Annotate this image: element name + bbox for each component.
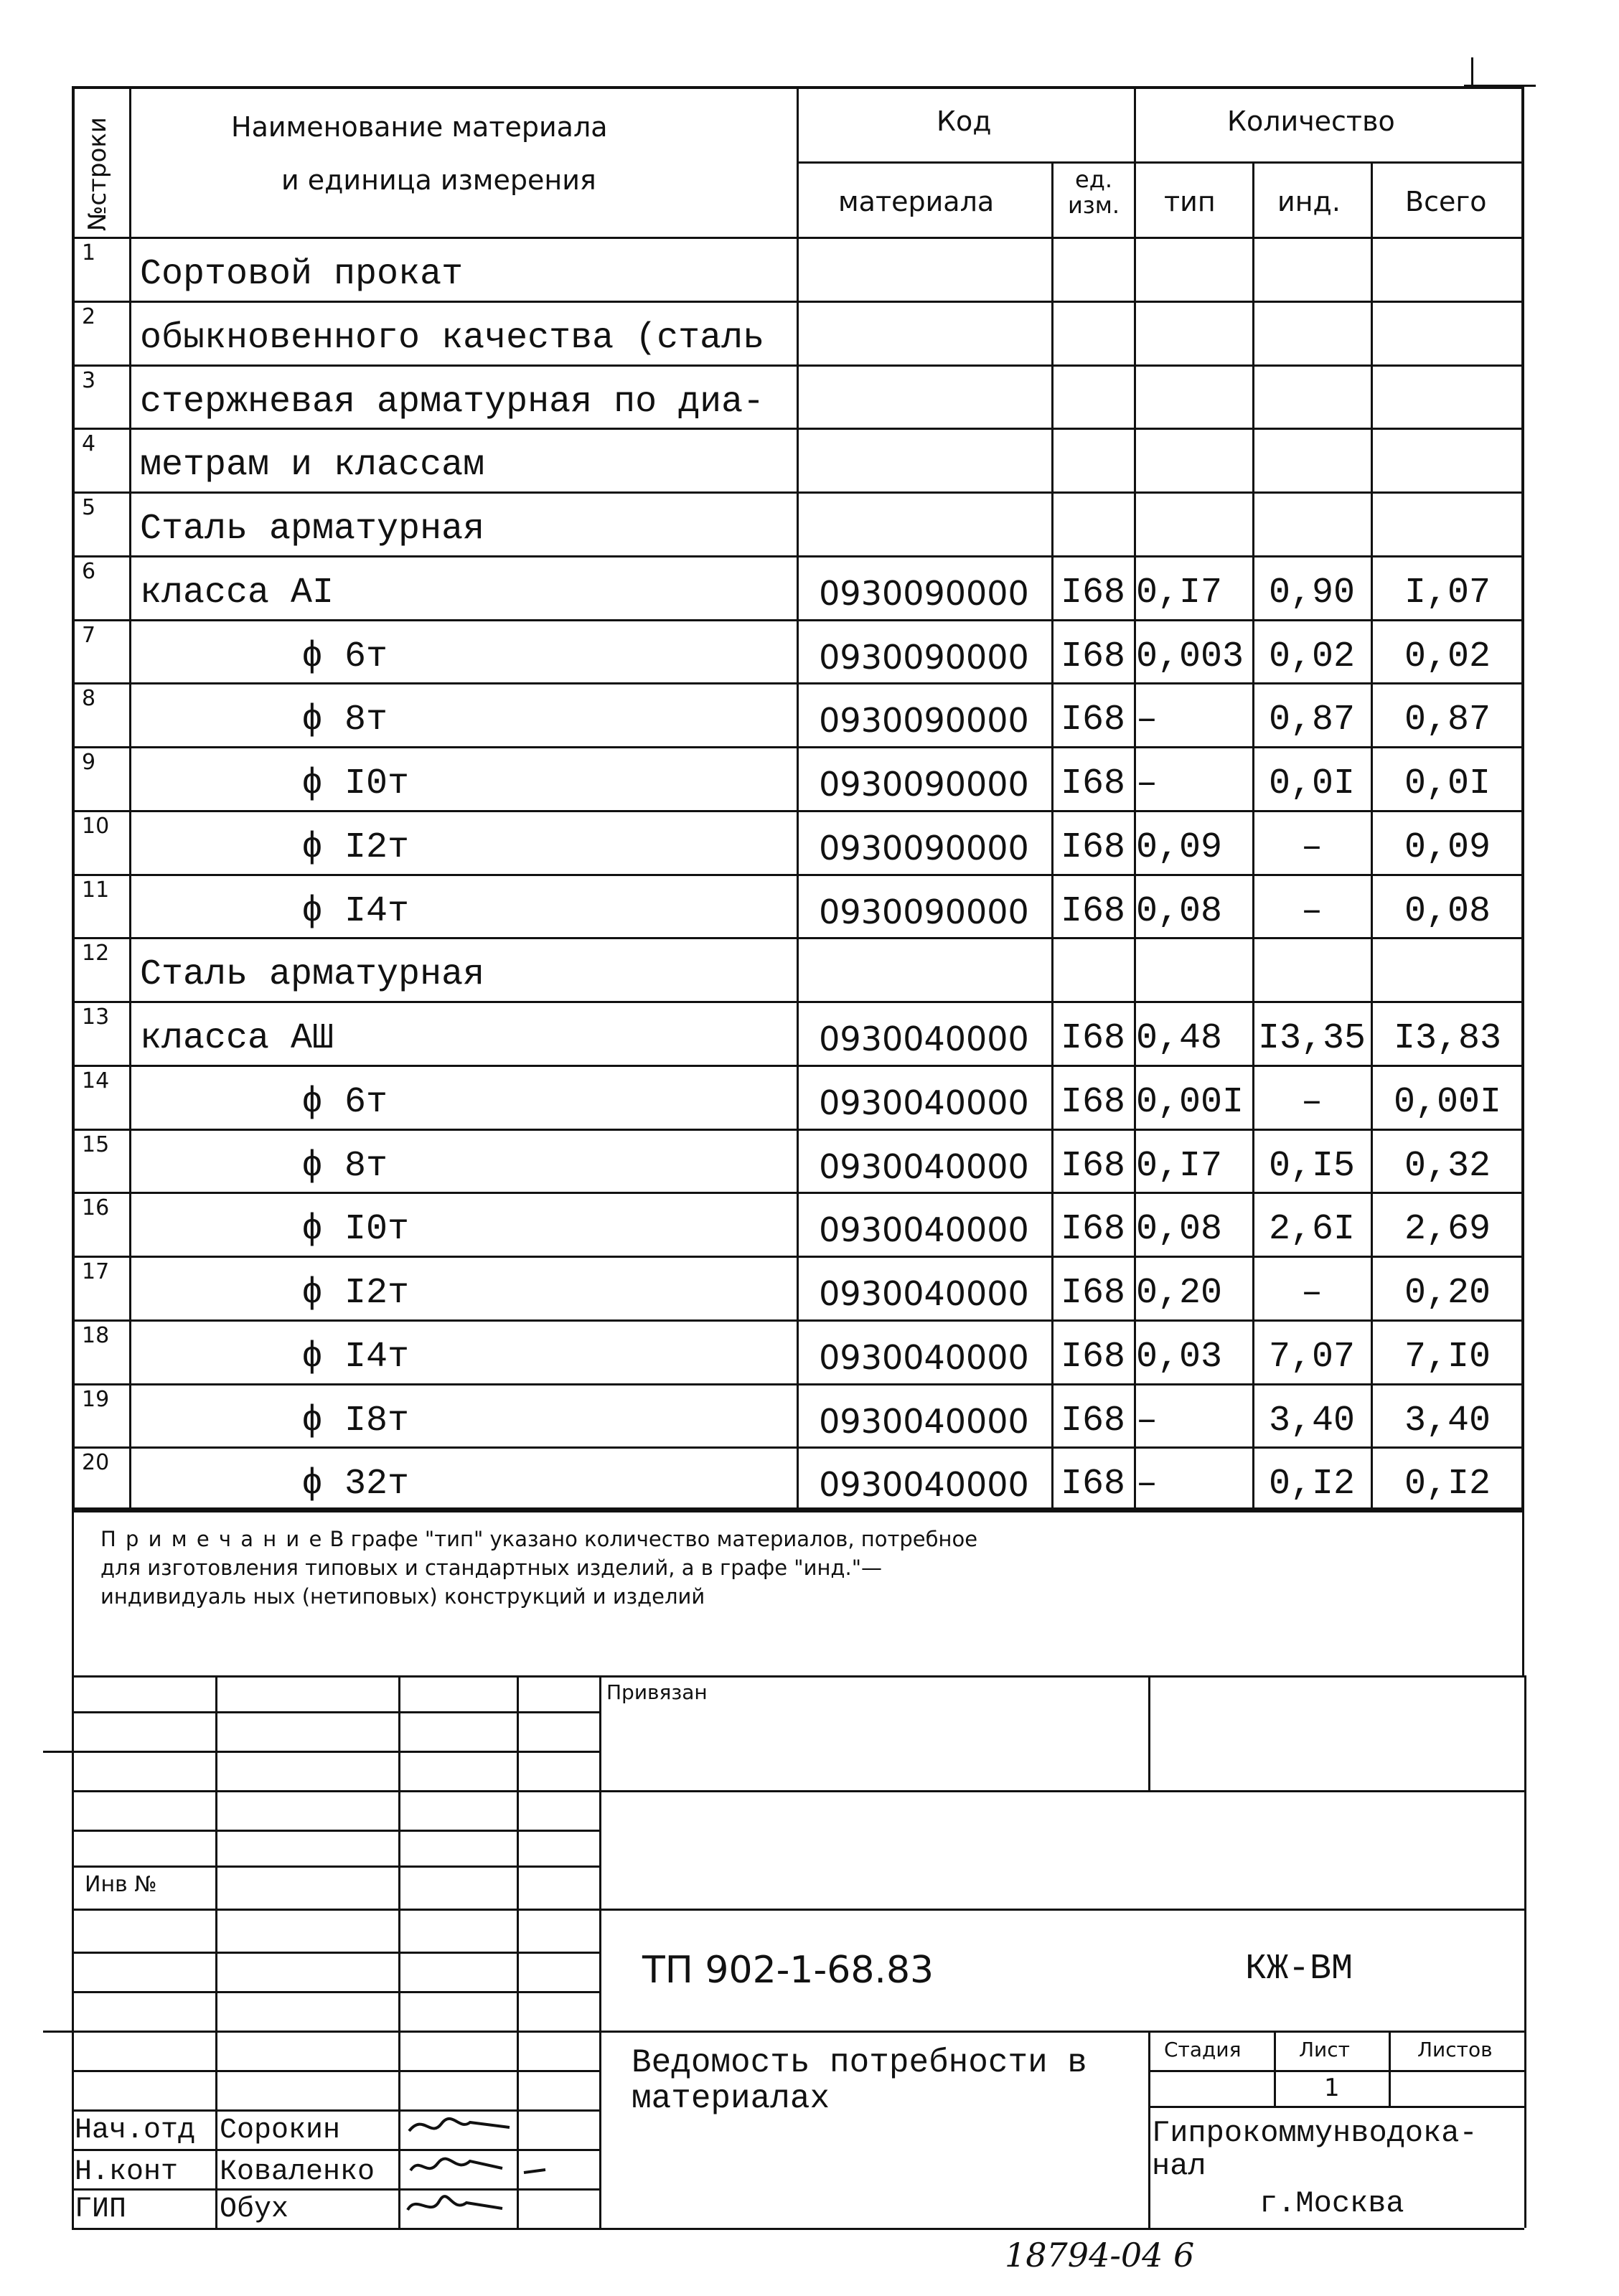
cell-ind: 2,6I xyxy=(1268,1209,1356,1251)
cell-n: 13 xyxy=(82,1004,110,1030)
person-1: Сорокин xyxy=(220,2114,341,2147)
cell-n: 12 xyxy=(82,941,110,966)
cell-n: 18 xyxy=(82,1322,110,1348)
cell-type: – xyxy=(1136,1464,1158,1505)
cell-total: 3,40 xyxy=(1404,1400,1491,1441)
sheets-label: Листов xyxy=(1417,2038,1493,2061)
cell-name: метрам и классам xyxy=(140,445,485,486)
cell-total: I,07 xyxy=(1404,572,1491,613)
cell-name: ϕ I4т xyxy=(301,890,410,932)
organization: Гипрокоммунводока- нал xyxy=(1152,2116,1478,2183)
role-1: Нач.отд xyxy=(75,2114,196,2147)
cell-unit: I68 xyxy=(1060,763,1125,804)
stage-label: Стадия xyxy=(1164,2038,1242,2061)
code-material-header: материала xyxy=(838,186,995,217)
code-unit-header: ед. изм. xyxy=(1067,166,1120,219)
cell-ind: – xyxy=(1300,827,1323,868)
sheet-number: 1 xyxy=(1324,2074,1340,2102)
type-header: тип xyxy=(1164,186,1216,217)
inv-no-label: Инв № xyxy=(85,1872,157,1897)
cell-n: 6 xyxy=(82,558,96,584)
cell-ind: 0,I2 xyxy=(1268,1464,1356,1505)
name-header-line2: и единица измерения xyxy=(281,164,596,196)
cell-type: 0,003 xyxy=(1136,636,1244,677)
cell-name: ϕ I2т xyxy=(301,1273,410,1314)
cell-total: 2,69 xyxy=(1404,1209,1491,1251)
cell-code: 0930040000 xyxy=(819,1020,1029,1058)
cell-ind: 7,07 xyxy=(1268,1336,1356,1378)
cell-code: 0930090000 xyxy=(819,828,1029,867)
cell-n: 3 xyxy=(82,367,96,393)
cell-total: 0,20 xyxy=(1404,1273,1491,1314)
cell-name: обыкновенного качества (сталь xyxy=(140,317,765,359)
note-body: В графе "тип" указано количество материалов, потребное для изготовления типовых и стандартных изделий, а в графе "инд."— индивидуаль ных (нетиповых) конструкций и изделий xyxy=(100,1527,978,1609)
cell-total: 0,00I xyxy=(1393,1081,1502,1123)
name-header-line1: Наименование материала xyxy=(231,111,608,143)
cell-name: ϕ 8т xyxy=(301,700,388,741)
cell-ind: – xyxy=(1300,1273,1323,1314)
cell-total: 0,09 xyxy=(1404,827,1491,868)
signatures-graphic xyxy=(402,2109,574,2228)
cell-total: 0,0I xyxy=(1404,763,1491,804)
cell-type: 0,08 xyxy=(1136,1209,1223,1251)
cell-unit: I68 xyxy=(1060,1464,1125,1505)
cell-unit: I68 xyxy=(1060,1145,1125,1187)
cell-code: 0930040000 xyxy=(819,1083,1029,1122)
cell-ind: – xyxy=(1300,1081,1323,1123)
cell-unit: I68 xyxy=(1060,1018,1125,1059)
cell-ind: 0,87 xyxy=(1268,700,1356,741)
cell-code: 0930040000 xyxy=(819,1274,1029,1313)
cell-unit: I68 xyxy=(1060,572,1125,613)
cell-name: класса AШ xyxy=(140,1018,334,1059)
cell-name: ϕ I0т xyxy=(301,763,410,804)
cell-unit: I68 xyxy=(1060,1209,1125,1251)
cell-name: ϕ I4т xyxy=(301,1336,410,1378)
cell-name: ϕ I0т xyxy=(301,1209,410,1251)
cell-total: 0,87 xyxy=(1404,700,1491,741)
cell-n: 14 xyxy=(82,1068,110,1093)
ind-header: инд. xyxy=(1277,186,1341,217)
cell-name: ϕ 6т xyxy=(301,1081,388,1123)
cell-n: 20 xyxy=(82,1450,110,1476)
cell-type: 0,00I xyxy=(1136,1081,1244,1123)
cell-code: 0930040000 xyxy=(819,1401,1029,1441)
cell-n: 17 xyxy=(82,1259,110,1284)
cell-name: Сортовой прокат xyxy=(140,254,464,295)
cell-n: 2 xyxy=(82,304,96,329)
cell-total: 7,I0 xyxy=(1404,1336,1491,1378)
quantity-header: Количество xyxy=(1227,105,1395,137)
doc-title: Ведомость потребности в материалах xyxy=(632,2044,1087,2117)
cell-type: 0,I7 xyxy=(1136,572,1223,613)
cell-unit: I68 xyxy=(1060,1336,1125,1378)
cell-n: 19 xyxy=(82,1386,110,1412)
cell-unit: I68 xyxy=(1060,827,1125,868)
cell-ind: I3,35 xyxy=(1257,1018,1366,1059)
cell-type: 0,20 xyxy=(1136,1273,1223,1314)
note-text xyxy=(100,1525,990,1611)
cell-name: класса AI xyxy=(140,572,334,613)
doc-code: ТП 902-1-68.83 xyxy=(642,1949,934,1992)
cell-code: 0930040000 xyxy=(819,1465,1029,1505)
cell-name: стержневая арматурная по диа- xyxy=(140,381,765,423)
cell-code: 0930090000 xyxy=(819,637,1029,677)
cell-type: – xyxy=(1136,1400,1158,1441)
cell-name: ϕ I8т xyxy=(301,1400,410,1441)
cell-name: ϕ I2т xyxy=(301,827,410,868)
cell-code: 0930090000 xyxy=(819,573,1029,613)
cell-ind: 0,02 xyxy=(1268,636,1356,677)
cell-n: 4 xyxy=(82,431,96,457)
cell-type: 0,08 xyxy=(1136,890,1223,932)
cell-n: 15 xyxy=(82,1131,110,1157)
cell-n: 16 xyxy=(82,1195,110,1221)
row-number-header: №строки xyxy=(83,117,112,231)
cell-name: ϕ 8т xyxy=(301,1145,388,1187)
city: г.Москва xyxy=(1259,2186,1404,2221)
cell-n: 7 xyxy=(82,622,96,648)
cell-name: Сталь арматурная xyxy=(140,509,485,550)
person-3: Обух xyxy=(220,2193,289,2226)
cell-code: 0930040000 xyxy=(819,1147,1029,1186)
total-header: Всего xyxy=(1405,186,1487,217)
cell-type: 0,48 xyxy=(1136,1018,1223,1059)
cell-name: ϕ 6т xyxy=(301,636,388,677)
cell-name: ϕ 32т xyxy=(301,1464,410,1505)
cell-type: 0,I7 xyxy=(1136,1145,1223,1187)
cell-n: 5 xyxy=(82,495,96,520)
code-header: Код xyxy=(937,105,992,137)
note-lead: П р и м е ч а н и е xyxy=(100,1527,324,1551)
cell-unit: I68 xyxy=(1060,890,1125,932)
cell-type: 0,03 xyxy=(1136,1336,1223,1378)
cell-n: 1 xyxy=(82,240,96,265)
privyazan-label: Привязан xyxy=(606,1680,708,1704)
cell-total: 0,I2 xyxy=(1404,1464,1491,1505)
sheet-label: Лист xyxy=(1299,2038,1350,2061)
cell-unit: I68 xyxy=(1060,700,1125,741)
cell-code: 0930040000 xyxy=(819,1210,1029,1250)
cell-code: 0930090000 xyxy=(819,765,1029,804)
cell-ind: 0,I5 xyxy=(1268,1145,1356,1187)
cell-total: I3,83 xyxy=(1393,1018,1502,1059)
cell-n: 10 xyxy=(82,813,110,839)
cell-code: 0930090000 xyxy=(819,701,1029,740)
cell-code: 0930040000 xyxy=(819,1337,1029,1377)
cell-type: – xyxy=(1136,763,1158,804)
role-3: ГИП xyxy=(75,2193,127,2226)
cell-ind: 3,40 xyxy=(1268,1400,1356,1441)
cell-name: Сталь арматурная xyxy=(140,954,485,996)
cell-total: 0,32 xyxy=(1404,1145,1491,1187)
cell-type: – xyxy=(1136,700,1158,741)
cell-unit: I68 xyxy=(1060,636,1125,677)
cell-total: 0,08 xyxy=(1404,890,1491,932)
cell-ind: 0,90 xyxy=(1268,572,1356,613)
cell-total: 0,02 xyxy=(1404,636,1491,677)
cell-ind: – xyxy=(1300,890,1323,932)
cell-unit: I68 xyxy=(1060,1081,1125,1123)
cell-type: 0,09 xyxy=(1136,827,1223,868)
cell-ind: 0,0I xyxy=(1268,763,1356,804)
cell-n: 8 xyxy=(82,686,96,712)
cell-unit: I68 xyxy=(1060,1273,1125,1314)
cell-n: 9 xyxy=(82,750,96,775)
role-2: Н.конт xyxy=(75,2156,179,2188)
cell-code: 0930090000 xyxy=(819,892,1029,931)
footer-inventory-number: 18794-04 6 xyxy=(1005,2236,1195,2274)
cell-n: 11 xyxy=(82,877,110,903)
cell-unit: I68 xyxy=(1060,1400,1125,1441)
person-2: Коваленко xyxy=(220,2156,375,2188)
doc-mark: КЖ-ВМ xyxy=(1245,1949,1353,1990)
